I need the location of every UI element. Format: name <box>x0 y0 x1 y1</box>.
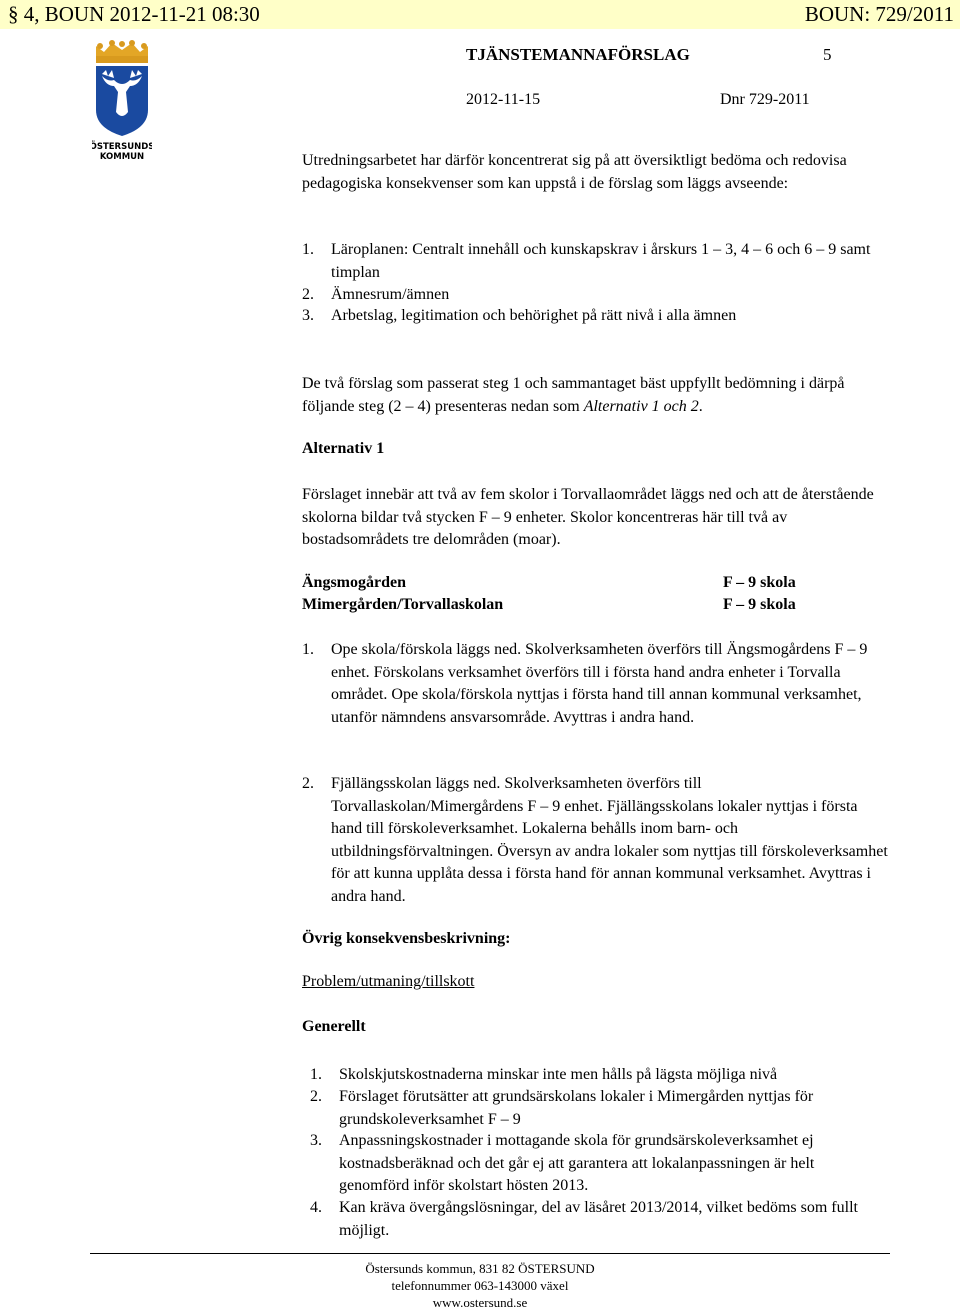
general-item <box>310 1064 888 1087</box>
document-title: TJÄNSTEMANNAFÖRSLAG <box>466 45 690 64</box>
document-date: 2012-11-15 <box>466 91 541 108</box>
action-item <box>302 773 888 908</box>
step-number: 2. <box>302 286 314 303</box>
alternative-heading: Alternativ 1 <box>302 440 385 457</box>
summary-text: De två förslag som passerat steg 1 och sammantaget bäst uppfyllt bedömning i därpå följande steg (2 – 4) presenteras nedan som <box>302 375 845 415</box>
footer-phone: telefonnummer 063-143000 växel <box>391 1278 569 1293</box>
step-item <box>302 284 882 307</box>
summary-paragraph <box>302 373 890 418</box>
intro-paragraph: Utredningsarbetet har därför koncentrerat sig på att översiktligt bedöma och redovisa pedagogiska konsekvenser som kan uppstå i de förslag som läggs avseende: <box>302 152 847 192</box>
school-name: Mimergården/Torvallaskolan <box>302 596 504 613</box>
step-text: Läroplanen: Centralt innehåll och kunskapskrav i årskurs 1 – 3, 4 – 6 och 6 – 9 samt timplan <box>331 241 871 281</box>
general-item-number: 3. <box>310 1132 322 1149</box>
general-item-number: 4. <box>310 1199 322 1216</box>
problem-heading: Problem/utmaning/tillskott <box>302 973 475 990</box>
general-item-text: Kan kräva övergångslösningar, del av läsåret 2013/2014, vilket bedöms som fullt möjligt. <box>339 1199 858 1239</box>
step-item <box>302 305 882 328</box>
action-number: 1. <box>302 641 314 658</box>
summary-alternatives: Alternativ 1 och 2 <box>583 397 699 415</box>
action-text: Ope skola/förskola läggs ned. Skolverksamheten överförs till Ängsmogårdens F – 9 enhet. Förskolans verksamhet överförs till i första hand andra enheter i Torvalla området. Ope skola/förskola nyttjas i första hand till annan kommunal verksamhet, utanför nämndens ansvarsområde. Avyttras i andra hand. <box>331 641 868 726</box>
alternative-description: Förslaget innebär att två av fem skolor i Torvallaområdet läggs ned och att de återstående skolorna bildar två stycken F – 9 enheter. Skolor koncentreras här till två av bostadsområdets tre delområden (moar). <box>302 486 874 548</box>
agenda-banner <box>0 0 960 29</box>
footer-address: Östersunds kommun, 831 82 ÖSTERSUND <box>365 1261 595 1276</box>
banner-document-number: BOUN: 729/2011 <box>804 2 954 26</box>
school-name: Ängsmogården <box>302 574 407 591</box>
general-item-number: 2. <box>310 1088 322 1105</box>
step-number: 3. <box>302 307 314 324</box>
municipality-logo <box>92 40 152 162</box>
summary-end: . <box>698 397 703 415</box>
step-text: Ämnesrum/ämnen <box>331 286 450 303</box>
general-heading: Generellt <box>302 1018 366 1035</box>
action-item <box>302 639 888 729</box>
logo-text-line1: ÖSTERSUNDS <box>92 142 152 152</box>
general-item <box>310 1130 888 1198</box>
impact-heading: Övrig konsekvensbeskrivning: <box>302 930 511 947</box>
step-item <box>302 239 882 284</box>
banner-case-reference: § 4, BOUN 2012-11-21 08:30 <box>8 2 260 26</box>
school-type: F – 9 skola <box>723 596 796 613</box>
action-text: Fjällängsskolan läggs ned. Skolverksamheten överförs till Torvallaskolan/Mimergårdens F – 9 enhet. Fjällängsskolans lokaler nyttjas i första hand till förskoleverksamhet. Lokalerna behålls inom barn- och utbildningsförvaltningen. Översyn av andra lokaler som nyttjas till förskoleverksamhet för att kunna upplåta dessa i första hand för annan kommunal verksamhet. Avyttras i andra hand. <box>331 775 888 905</box>
logo-text-line2: KOMMUN <box>99 152 145 162</box>
page-number: 5 <box>823 45 832 64</box>
step-number: 1. <box>302 241 314 258</box>
case-number: Dnr 729-2011 <box>720 91 810 108</box>
footer-website[interactable]: www.ostersund.se <box>432 1295 528 1310</box>
general-item-text: Förslaget förutsätter att grundsärskolans lokaler i Mimergården nyttjas för grundskoleverksamhet F – 9 <box>339 1088 814 1128</box>
general-item <box>310 1086 888 1131</box>
school-type: F – 9 skola <box>723 574 796 591</box>
step-text: Arbetslag, legitimation och behörighet på rätt nivå i alla ämnen <box>331 307 737 324</box>
general-item-text: Anpassningskostnader i mottagande skola för grundsärskoleverksamhet ej kostnadsberäknad och det går ej att garantera att lokalanpassningen är helt genomförd inför skolstart hösten 2013. <box>339 1132 815 1194</box>
general-item-number: 1. <box>310 1066 322 1083</box>
general-item <box>310 1197 888 1242</box>
footer-divider <box>90 1253 890 1254</box>
action-number: 2. <box>302 775 314 792</box>
general-item-text: Skolskjutskostnaderna minskar inte men hålls på lägsta möjliga nivå <box>339 1066 778 1083</box>
